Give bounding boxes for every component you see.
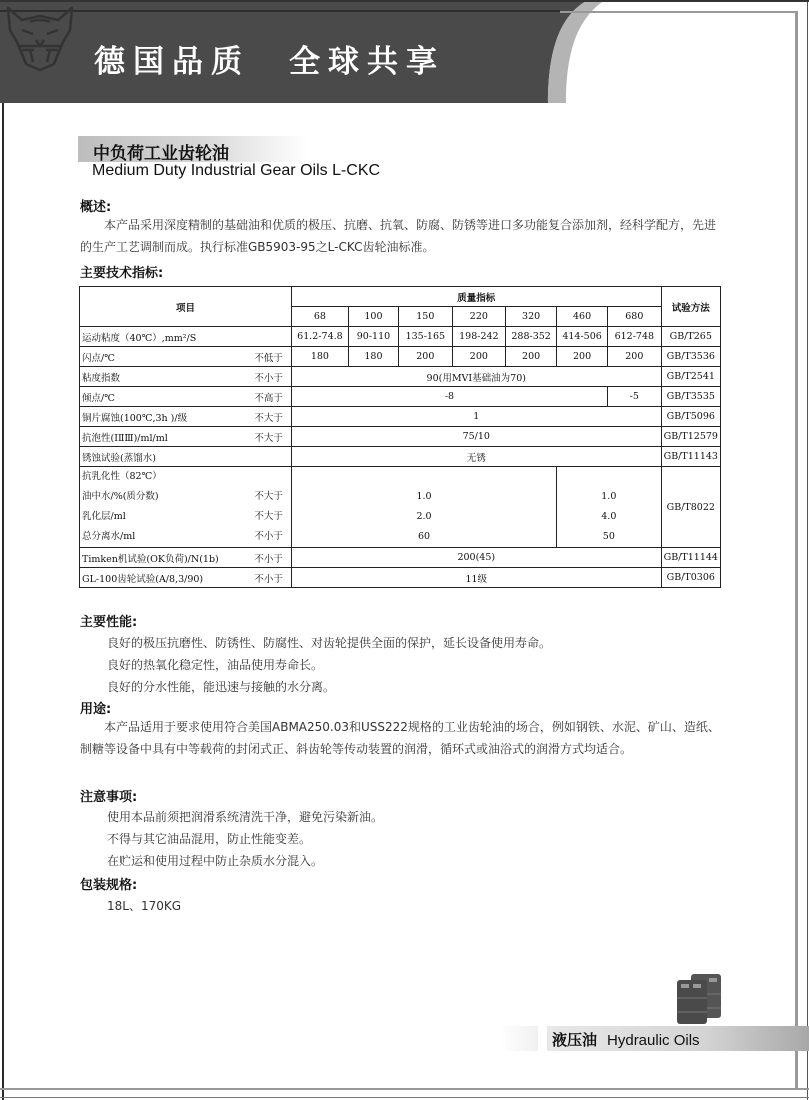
- product-title-en: Medium Duty Industrial Gear Oils L-CKC: [92, 162, 381, 179]
- row-limit: 不大于: [239, 427, 292, 447]
- cell: -8: [291, 387, 607, 407]
- specs-heading: 主要技术指标:: [80, 266, 164, 281]
- grade: 680: [608, 307, 662, 327]
- cell: 90(用MVI基础油为70): [291, 367, 661, 387]
- page-frame-right: [807, 0, 808, 1100]
- method-cell: GB/T2541: [661, 367, 720, 387]
- footer-category-en: Hydraulic Oils: [607, 1032, 700, 1049]
- cell: 75/10: [291, 427, 661, 447]
- cell: 1.0: [601, 491, 617, 502]
- row-label: 乳化层/ml: [82, 511, 126, 522]
- cell: 200: [399, 347, 453, 367]
- row-limit: 不小于: [254, 531, 283, 542]
- row-label: 总分离水/ml: [82, 531, 136, 542]
- method-cell: GB/T265: [661, 327, 720, 347]
- table-row-demulsibility: [80, 467, 721, 548]
- row-label: 抗泡性(ⅠⅡⅢ)/ml/ml: [80, 427, 239, 447]
- method-cell: GB/T11143: [661, 447, 720, 467]
- cell-group-high: [557, 467, 662, 548]
- row-label: 油中水/%(质分数): [82, 491, 159, 502]
- cell: 200: [557, 347, 608, 367]
- cell: 4.0: [601, 511, 617, 522]
- performance-item: 良好的分水性能，能迅速与接触的水分离。: [107, 680, 336, 694]
- cell: 200: [452, 347, 506, 367]
- row-label: 抗乳化性（82℃）: [82, 471, 162, 482]
- grade: 320: [506, 307, 557, 327]
- method-cell: GB/T12579: [661, 427, 720, 447]
- row-label: Timken机试验(OK负荷)/N(1b): [80, 548, 239, 568]
- table-row: [80, 347, 721, 367]
- table-row: [80, 327, 721, 347]
- row-limit: 不大于: [254, 491, 283, 502]
- row-limit: 不小于: [239, 367, 292, 387]
- table-row: [80, 568, 721, 588]
- row-limit: 不大于: [254, 511, 283, 522]
- row-label: 闪点/℃: [80, 347, 239, 367]
- row-limit: 不低于: [239, 347, 292, 367]
- overview-heading: 概述:: [80, 200, 112, 215]
- notes-heading: 注意事项:: [80, 790, 138, 805]
- cell: -5: [608, 387, 662, 407]
- footer-category: [552, 1029, 700, 1050]
- performance-item: 良好的极压抗磨性、防锈性、防腐性、对齿轮提供全面的保护，延长设备使用寿命。: [107, 636, 552, 650]
- col-method-header: 试验方法: [661, 287, 720, 327]
- row-limit: 不高于: [239, 387, 292, 407]
- cell: 90-110: [348, 327, 398, 347]
- col-item-header: 项目: [80, 287, 292, 327]
- usage-heading: 用途:: [80, 702, 112, 717]
- method-cell: GB/T11144: [661, 548, 720, 568]
- row-limit: 不小于: [239, 568, 292, 588]
- row-label: 运动粘度（40℃）,mm²/S: [80, 327, 292, 347]
- footer-fade: [500, 1026, 538, 1051]
- cell: 1: [291, 407, 661, 427]
- cell: 61.2-74.8: [291, 327, 348, 347]
- grade: 68: [291, 307, 348, 327]
- notes-item: 使用本品前须把润滑系统清洗干净，避免污染新油。: [107, 810, 384, 824]
- packaging-heading: 包装规格:: [80, 878, 138, 893]
- header-row: [80, 287, 721, 307]
- cell: 200: [506, 347, 557, 367]
- cell: 2.0: [416, 511, 432, 522]
- row-limit-group: [239, 467, 292, 548]
- page-frame-bottom-outer: [0, 1097, 809, 1098]
- cell: 180: [348, 347, 398, 367]
- cell: 414-506: [557, 327, 608, 347]
- inner-frame-right: [795, 12, 798, 1090]
- page-frame-bottom: [0, 1088, 809, 1090]
- performance-heading: 主要性能:: [80, 615, 138, 630]
- table-row: [80, 367, 721, 387]
- wildcat-logo-icon: [0, 0, 80, 72]
- cell: 11级: [291, 568, 661, 588]
- usage-text: 本产品适用于要求使用符合美国ABMA250.03和USS222规格的工业齿轮油的场合，例如钢铁、水泥、矿山、造纸、制糖等设备中具有中等载荷的封闭式正、斜齿轮等传动装置的润滑，循环式或油浴式的润滑方式均适合。: [80, 720, 720, 756]
- cell: 无锈: [291, 447, 661, 467]
- page-frame-left: [2, 0, 4, 1100]
- table-row: [80, 387, 721, 407]
- method-cell: GB/T0306: [661, 568, 720, 588]
- notes-item: 在贮运和使用过程中防止杂质水分混入。: [107, 854, 324, 868]
- row-label: 倾点/℃: [80, 387, 239, 407]
- cell: 180: [291, 347, 348, 367]
- grade: 460: [557, 307, 608, 327]
- cell: 198-242: [452, 327, 506, 347]
- product-title-cn: 中负荷工业齿轮油: [93, 144, 229, 164]
- table-row: [80, 407, 721, 427]
- notes-item: 不得与其它油品混用，防止性能变差。: [107, 832, 312, 846]
- spec-table: [79, 286, 721, 588]
- row-limit: 不小于: [239, 548, 292, 568]
- slogan: 德国品质 全球共享: [94, 44, 445, 80]
- table-row: [80, 548, 721, 568]
- header-banner: [0, 0, 809, 103]
- row-label: 粘度指数: [80, 367, 239, 387]
- table-row: [80, 427, 721, 447]
- row-label: 铜片腐蚀(100℃,3h )/级: [80, 407, 239, 427]
- performance-item: 良好的热氧化稳定性，油品使用寿命长。: [107, 658, 324, 672]
- row-label-group: [80, 467, 239, 548]
- cell: 60: [417, 531, 431, 542]
- row-label: GL-100齿轮试验(A/8,3/90): [80, 568, 239, 588]
- grade: 100: [348, 307, 398, 327]
- method-cell: GB/T3536: [661, 347, 720, 367]
- cell: 135-165: [399, 327, 453, 347]
- footer-category-cn: 液压油: [552, 1031, 598, 1049]
- cell: 612-748: [608, 327, 662, 347]
- cell: 1.0: [416, 491, 432, 502]
- col-quality-header: 质量指标: [291, 287, 661, 307]
- table-row: [80, 447, 721, 467]
- method-cell: GB/T8022: [661, 467, 720, 548]
- cell: 50: [602, 531, 615, 542]
- oil-drums-icon: [675, 972, 723, 1024]
- overview-text: 本产品采用深度精制的基础油和优质的极压、抗磨、抗氧、防腐、防锈等进口多功能复合添加剂，经科学配方，先进的生产工艺调制而成。执行标准GB5903-95之L-CKC齿轮油标准。: [80, 218, 717, 254]
- cell: 200: [608, 347, 662, 367]
- row-limit: 不大于: [239, 407, 292, 427]
- cell-group-low: [291, 467, 556, 548]
- method-cell: GB/T5096: [661, 407, 720, 427]
- method-cell: GB/T3535: [661, 387, 720, 407]
- grade: 220: [452, 307, 506, 327]
- cell: 288-352: [506, 327, 557, 347]
- grade: 150: [399, 307, 453, 327]
- packaging-text: 18L、170KG: [107, 899, 182, 913]
- row-label: 锈蚀试验(蒸馏水): [80, 447, 292, 467]
- cell: 200(45): [291, 548, 661, 568]
